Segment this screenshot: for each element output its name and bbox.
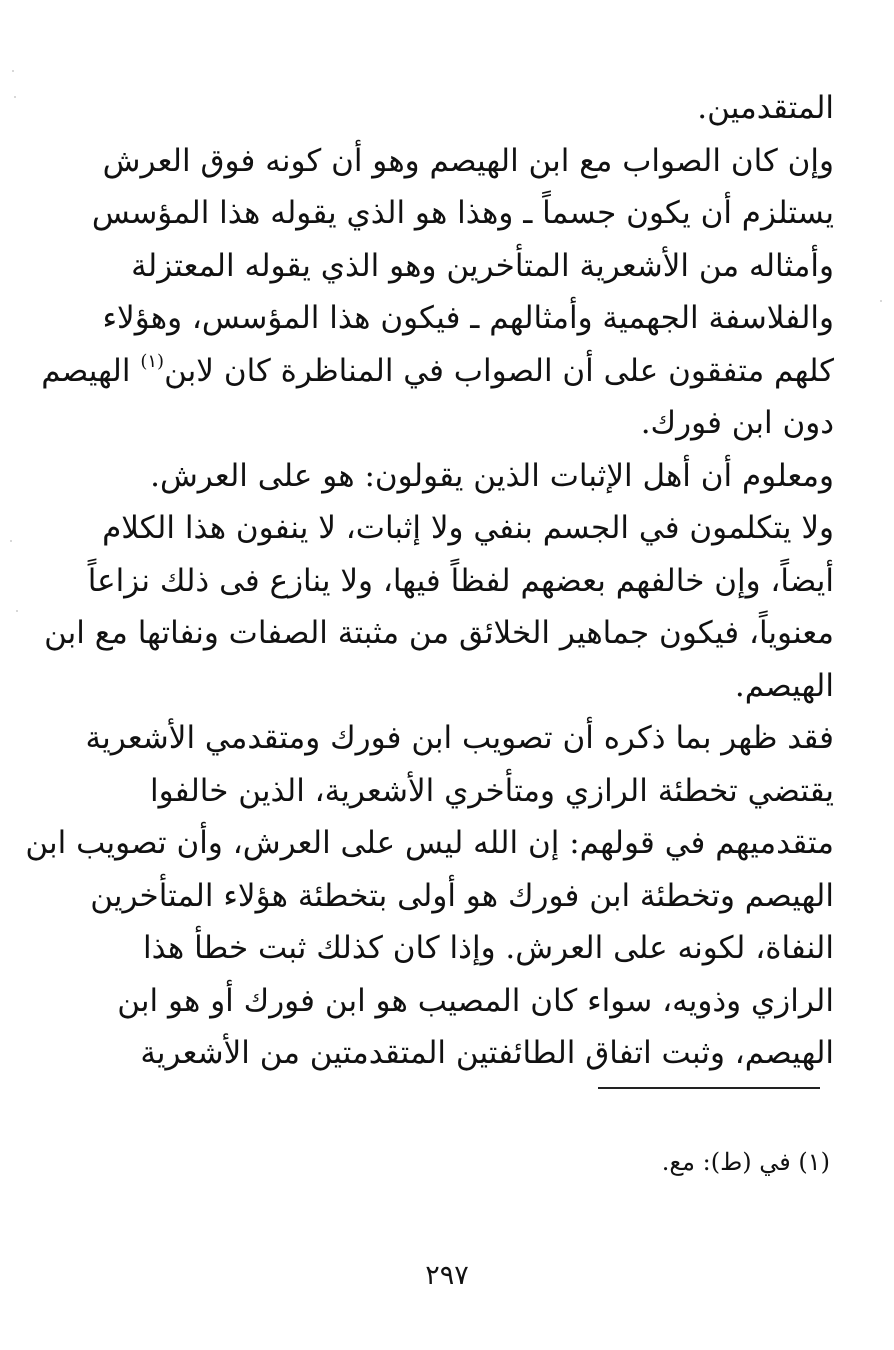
- text-line: متقدميهم في قولهم: إن الله ليس على العرش، وأن تصويب ابن: [25, 825, 834, 861]
- text-line: ولا يتكلمون في الجسم بنفي ولا إثبات، لا ينفون هذا الكلام: [102, 510, 834, 546]
- scan-speck: [10, 540, 12, 542]
- page-number: ٢٩٧: [425, 1260, 469, 1291]
- scan-speck: [12, 70, 14, 72]
- text-line-part: كلهم متفقون على أن الصواب في المناظرة كان لابن: [164, 352, 834, 389]
- text-line: الهيصم.: [734, 667, 834, 704]
- text-line: الهيصم، وثبت اتفاق الطائفتين المتقدمتين من الأشعرية: [140, 1035, 834, 1071]
- text-line: يستلزم أن يكون جسماً ـ وهذا هو الذي يقوله هذا المؤسس: [91, 195, 834, 231]
- scan-speck: [14, 96, 16, 98]
- footnote-separator: [598, 1087, 820, 1089]
- text-line: الهيصم وتخطئة ابن فورك هو أولى بتخطئة هؤلاء المتأخرين: [90, 877, 834, 914]
- scan-speck: [16, 610, 18, 612]
- text-line: وإن كان الصواب مع ابن الهيصم وهو أن كونه فوق العرش: [102, 142, 834, 179]
- text-line: والفلاسفة الجهمية وأمثالهم ـ فيكون هذا المؤسس، وهؤلاء: [102, 300, 834, 336]
- text-line: دون ابن فورك.: [640, 405, 834, 441]
- text-line-part: الهيصم: [41, 352, 131, 389]
- footnote: (١) في (ط): مع.: [661, 1148, 830, 1176]
- text-line: النفاة، لكونه على العرش. وإذا كان كذلك ثبت خطأ هذا: [143, 930, 834, 966]
- text-line-with-footnote: [41, 345, 834, 398]
- main-text: [25, 82, 834, 1080]
- text-line: ومعلوم أن أهل الإثبات الذين يقولون: هو على العرش.: [150, 457, 834, 494]
- text-line: يقتضي تخطئة الرازي ومتأخري الأشعرية، الذين خالفوا: [150, 772, 834, 809]
- footnote-marker: (١): [140, 350, 165, 372]
- text-line: أيضاً، وإن خالفهم بعضهم لفظاً فيها، ولا ينازع فى ذلك نزاعاً: [87, 562, 834, 599]
- text-line: وأمثاله من الأشعرية المتأخرين وهو الذي يقوله المعتزلة: [131, 247, 834, 284]
- scan-speck: [880, 300, 882, 302]
- text-line: الرازي وذويه، سواء كان المصيب هو ابن فورك أو هو ابن: [117, 982, 834, 1019]
- text-line: فقد ظهر بما ذكره أن تصويب ابن فورك ومتقدمي الأشعرية: [85, 720, 834, 756]
- text-line: معنوياً، فيكون جماهير الخلائق من مثبتة الصفات ونفاتها مع ابن: [44, 615, 834, 651]
- text-line: المتقدمين.: [697, 90, 834, 126]
